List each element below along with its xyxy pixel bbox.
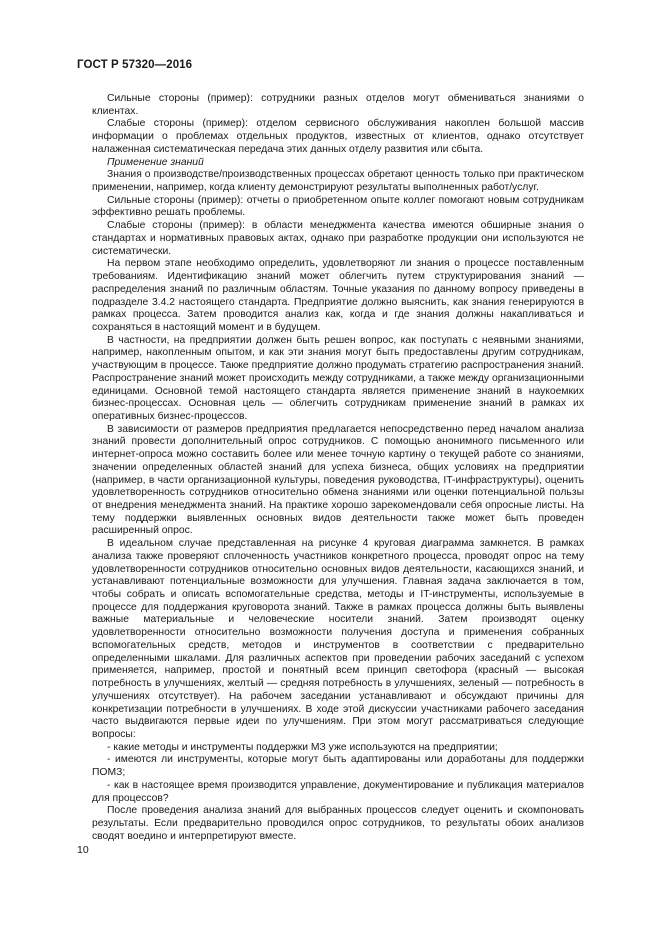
paragraph: Сильные стороны (пример): отчеты о приобретенном опыте коллег помогают новым сотрудникам эффективно решать проблемы. <box>92 194 584 219</box>
document-body <box>92 93 584 843</box>
paragraph: На первом этапе необходимо определить, удовлетворяют ли знания о процессе поставленным требованиям. Идентификацию знаний может облегчить путем структурирования знаний — распределения знаний по различным областям. Точные указания по данному вопросу приведены в подразделе 3.4.2 настоящего стандарта. Предприятие должно выяснить, как знания генерируются в рамках процесса. Затем проводится анализ как, когда и где знания должны накапливаться и сохраняться в настоящий момент и в будущем. <box>92 258 584 333</box>
paragraph: Знания о производстве/производственных процессах обретают ценность только при практическом применении, например, когда клиенту демонстрируют результаты выполненных работ/услуг. <box>92 169 584 194</box>
standard-header: ГОСТ Р 57320—2016 <box>77 59 193 71</box>
list-item: - имеются ли инструменты, которые могут быть адаптированы или доработаны для поддержки ПОМЗ; <box>92 754 584 779</box>
paragraph: В зависимости от размеров предприятия предлагается непосредственно перед началом анализа знаний провести дополнительный опрос сотрудников. С помощью анонимного письменного или интернет-опроса можно составить более или менее точную картину о текущей работе со знаниями, значении определенных областей знаний для успеха бизнеса, общих условиях на предприятии (например, в части организационной культуры, поведения руководства, IT-инфраструктуры), оценить удовлетворенность сотрудников относительно обмена знаниями или оценки потенциальной пользы от внедрения менеджмента знаний. На практике хорошо зарекомендовали себя опросные листы. На тему поддержки выявленных основных видов деятельности также может быть проведен расширенный опрос. <box>92 423 584 537</box>
list-item: - как в настоящее время производится управление, документирование и публикация материалов для процессов? <box>92 779 584 804</box>
paragraph: Сильные стороны (пример): сотрудники разных отделов могут обмениваться знаниями о клиентах. <box>92 93 584 117</box>
page-number: 10 <box>77 844 89 856</box>
list-item: - какие методы и инструменты поддержки МЗ уже используются на предприятии; <box>107 741 498 753</box>
paragraph: Слабые стороны (пример): в области менеджмента качества имеются обширные знания о стандартах и нормативных правовых актах, однако при разработке продукции они используются не систематически. <box>92 220 584 257</box>
paragraph: В идеальном случае представленная на рисунке 4 круговая диаграмма замкнется. В рамках анализа также проверяют сплоченность участников конкретного процесса, проводят опрос на тему удовлетворенности сотрудников относительно основных видов деятельности, касающихся знаний, и устанавливают потенциальные возможности для улучшения. Главная задача заключается в том, чтобы собрать и описать вспомогательные средства, методы и IT-инструменты, используемые в процессе для поддержания круговорота знаний. Также в рамках процесса должны быть выявлены важные материальные и человеческие носители знаний. Затем производят оценку удовлетворенности относительно возможности получения доступа и применения собранных вспомогательных средств, методов и инструментов в соответствии с предварительно определенными шкалами. Для различных аспектов при проведении рабочих заседаний с успехом применяется, например, простой и понятный всем принцип светофора (красный — высокая потребность в улучшениях, желтый — средняя потребность в улучшениях, зеленый — потребность в улучшениях отсутствует). На рабочем заседании устанавливают и обсуждают причины для конкретизации потребности в улучшениях. В ходе этой дискуссии участниками рабочего заседания часто выдвигаются первые идеи по улучшениям. При этом могут рассматриваться следующие вопросы: <box>92 538 584 740</box>
section-heading-italic: Применение знаний <box>107 156 204 168</box>
paragraph: Слабые стороны (пример): отделом сервисного обслуживания накоплен большой массив информации о проблемах отдельных продуктов, известных от клиентов, однако отсутствует налаженная систематическая передача этих данных отделу развития или сбыта. <box>92 118 584 155</box>
paragraph: В частности, на предприятии должен быть решен вопрос, как поступать с неявными знаниями, например, накопленным опытом, и как эти знания могут быть предоставлены другим сотрудникам, участвующим в процессе. Также предприятие должно продумать стратегию распространения знаний. Распространение знаний может происходить между сотрудниками, а также между организационными единицами. Основной темой настоящего стандарта является применение знаний в наукоемких бизнес-процессах. Основная цель — облегчить сотрудникам применение знаний в рамках их оперативных бизнес-процессов. <box>92 334 584 422</box>
paragraph: После проведения анализа знаний для выбранных процессов следует оценить и скомпоновать результаты. Если предварительно проводился опрос сотрудников, то результаты обоих анализов сводят воедино и интерпретируют вместе. <box>92 805 584 842</box>
